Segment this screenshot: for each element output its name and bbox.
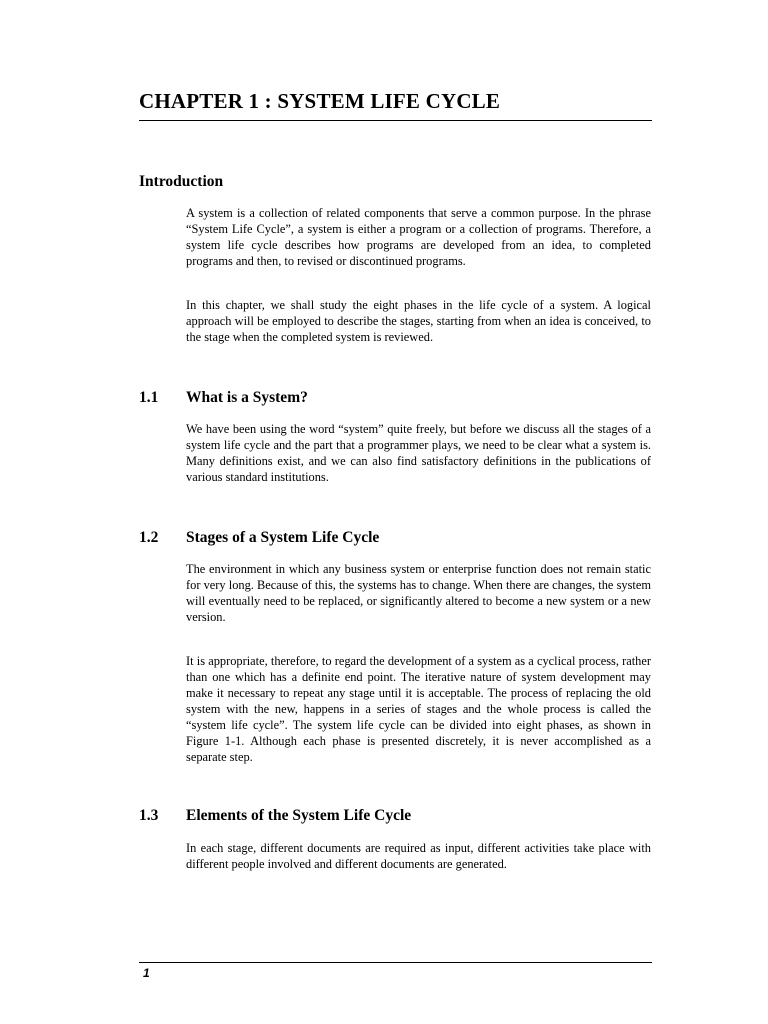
title-divider <box>139 120 652 121</box>
section-title: What is a System? <box>186 389 308 406</box>
section-1-2-heading <box>139 529 379 547</box>
section-1-3-paragraph-1: In each stage, different documents are required as input, different activities take place with different people involved and different documents are generated. <box>186 841 651 871</box>
footer-divider <box>139 962 652 963</box>
chapter-title: CHAPTER 1 : SYSTEM LIFE CYCLE <box>139 89 501 113</box>
introduction-paragraph-2: In this chapter, we shall study the eight phases in the life cycle of a system. A logical approach will be employed to describe the stages, starting from when an idea is conceived, to the stage when the completed system is reviewed. <box>186 298 651 344</box>
section-1-3-heading <box>139 807 411 825</box>
section-number: 1.3 <box>139 807 159 824</box>
section-title: Elements of the System Life Cycle <box>186 807 412 824</box>
section-number: 1.2 <box>139 529 159 546</box>
section-1-1-paragraph-1: We have been using the word “system” quite freely, but before we discuss all the stages of a system life cycle and the part that a programmer plays, we need to be clear what a system is. Many definitions exist, and we can also find satisfactory definitions in the publications of various standard institutions. <box>186 422 651 484</box>
section-1-1-heading <box>139 389 308 407</box>
section-title: Stages of a System Life Cycle <box>186 529 380 546</box>
section-number: 1.1 <box>139 389 159 406</box>
introduction-heading: Introduction <box>139 173 224 190</box>
section-1-2-paragraph-1: The environment in which any business system or enterprise function does not remain static for very long. Because of this, the systems has to change. When there are changes, the system will eventually need to be replaced, or significantly altered to become a new system or a new version. <box>186 562 651 624</box>
introduction-paragraph-1: A system is a collection of related components that serve a common purpose. In the phrase “System Life Cycle”, a system is either a program or a collection of programs. Therefore, a system life cycle describes how programs are developed from an idea, to completed programs and then, to revised or discontinued programs. <box>186 206 651 268</box>
page-number: 1 <box>143 966 150 980</box>
section-1-2-paragraph-2: It is appropriate, therefore, to regard the development of a system as a cyclical process, rather than one which has a definite end point. The iterative nature of system development may make it necessary to repeat any stage until it is acceptable. The process of replacing the old system with the new, happens in a series of stages and the whole process is called the “system life cycle”. The system life cycle can be divided into eight phases, as shown in Figure 1-1. Although each phase is presented discretely, it is never accomplished as a separate step. <box>186 654 651 764</box>
